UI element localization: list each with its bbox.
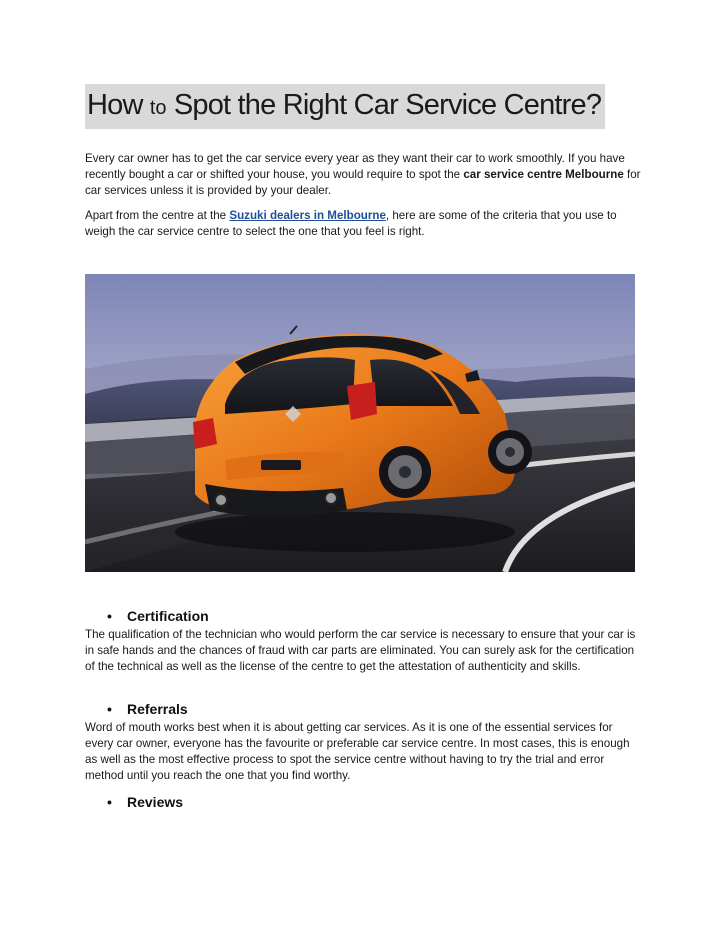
orange-hatchback-car-photo bbox=[85, 274, 635, 572]
title-part-2: to bbox=[149, 97, 167, 119]
section-heading-certification bbox=[107, 607, 209, 625]
title-part-3: Spot the Right Car Service Centre? bbox=[166, 89, 602, 121]
page-title bbox=[85, 84, 605, 129]
intro-text-after: for car services unless it is provided by your dealer. bbox=[85, 168, 641, 197]
criteria-text-before: Apart from the centre at the bbox=[85, 209, 230, 222]
heading-label: Certification bbox=[127, 608, 209, 624]
bullet-icon: • bbox=[107, 608, 112, 624]
section-body-certification: The qualification of the technician who would perform the car service is necessary to ensure that your car is in safe hands and the chances of fraud with car parts are eliminated. You can surely ask for the certification of the technical as well as the license of the centre to get the attestation of authenticity and skills. bbox=[85, 628, 636, 673]
title-block bbox=[85, 84, 605, 129]
section-body-referrals: Word of mouth works best when it is about getting car services. As it is one of the essential services for every car owner, everyone has the favourite or preferable car service centre. In most cases, this is enough as well as the most effective process to spot the service centre without having to try the trial and error method until you reach the one that you find worthy. bbox=[85, 721, 630, 782]
title-part-1: How bbox=[87, 89, 150, 121]
suzuki-dealers-link[interactable]: Suzuki dealers in Melbourne bbox=[229, 209, 386, 222]
heading-label: Referrals bbox=[127, 701, 188, 717]
heading-label: Reviews bbox=[127, 794, 184, 810]
intro-paragraph bbox=[85, 151, 645, 199]
bullet-icon: • bbox=[107, 701, 112, 717]
criteria-paragraph bbox=[85, 208, 645, 240]
section-heading-reviews bbox=[107, 793, 183, 811]
intro-bold-text: car service centre Melbourne bbox=[463, 168, 624, 181]
intro-text-before: Every car owner has to get the car service every year as they want their car to work smoothly. If you have recently bought a car or shifted your house, you would require to spot the bbox=[85, 152, 625, 181]
hero-car-image bbox=[85, 274, 635, 572]
criteria-text-after: , here are some of the criteria that you use to weigh the car service centre to select the one that you feel is right. bbox=[85, 209, 617, 238]
bullet-icon: • bbox=[107, 794, 112, 810]
section-heading-referrals bbox=[107, 700, 188, 718]
